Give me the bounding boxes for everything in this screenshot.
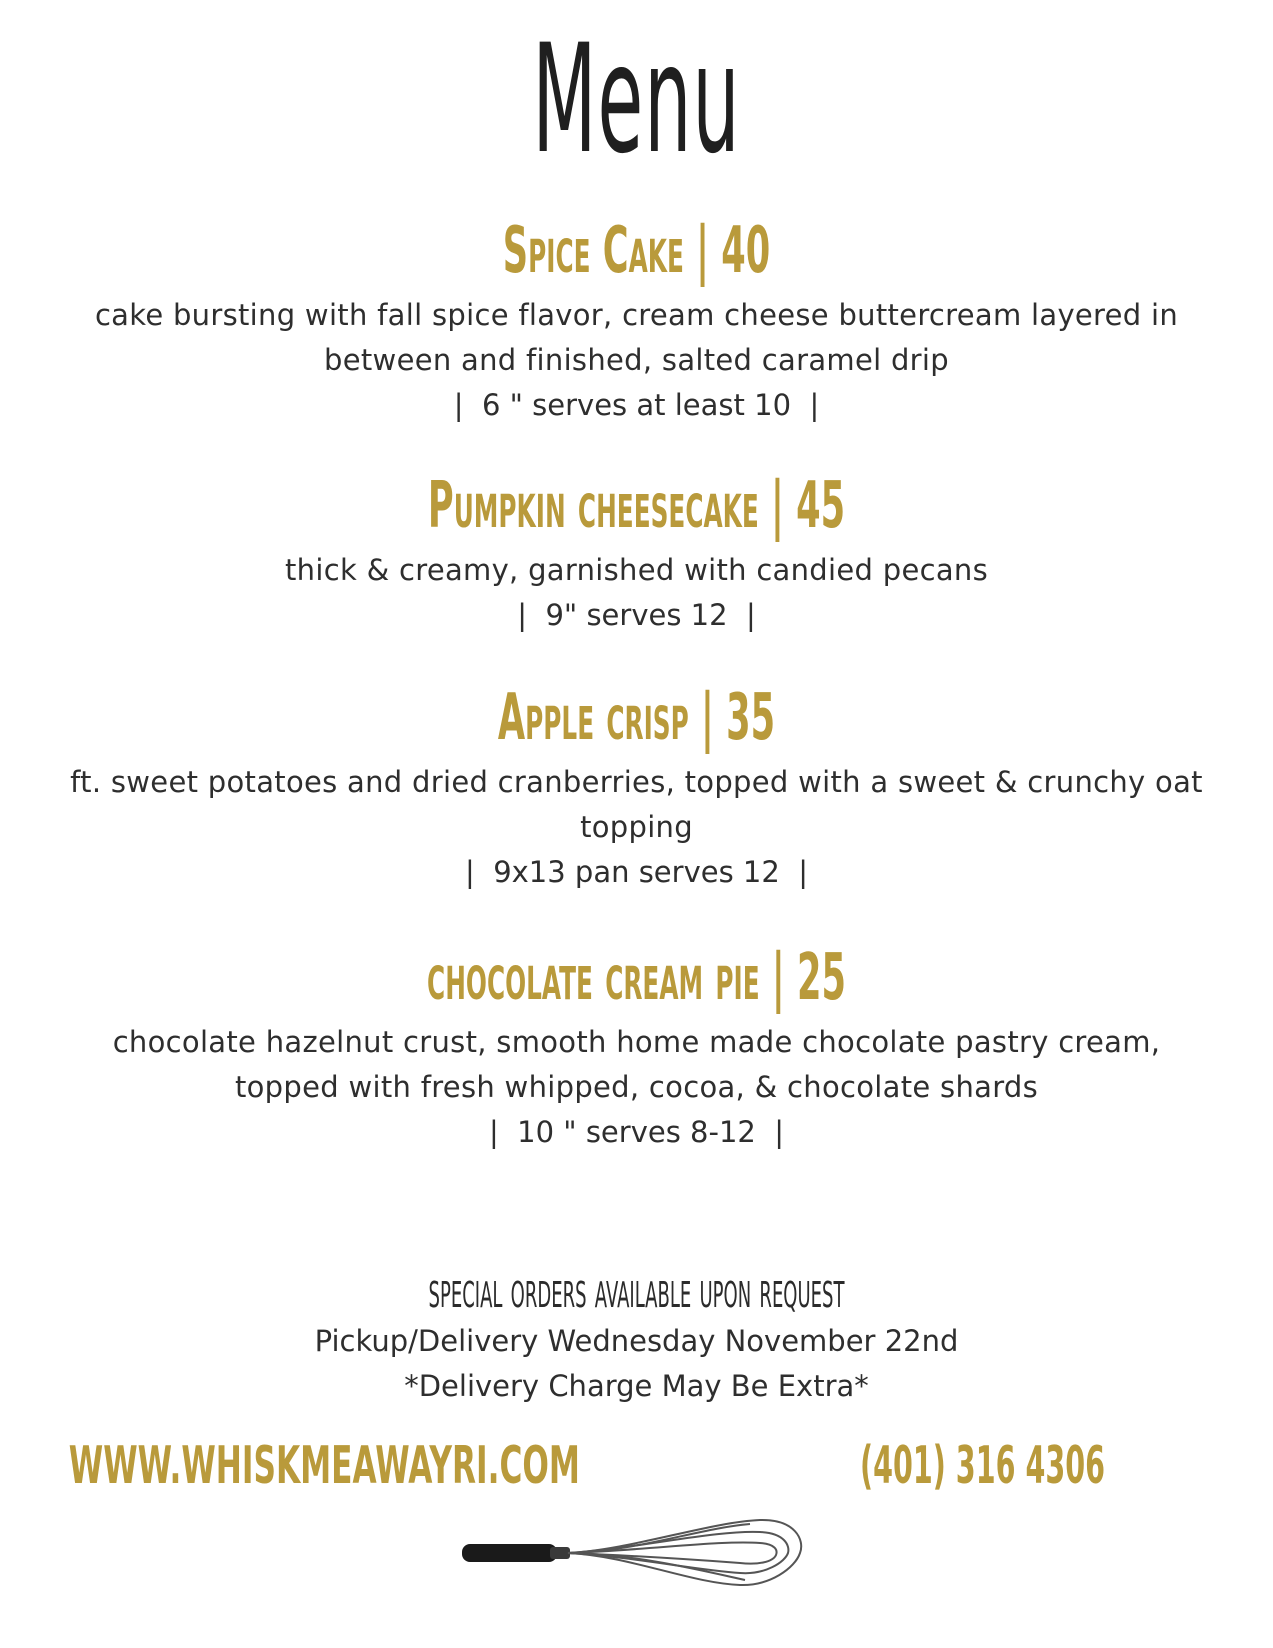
- website-link[interactable]: WWW.WHISKMEAWAYRI.COM: [68, 1436, 580, 1496]
- menu-item-pumpkin-cheesecake: [60, 470, 1213, 638]
- whisk-icon: [460, 1510, 810, 1590]
- item-name: Spice Cake | 40: [502, 214, 771, 288]
- item-description: cake bursting with fall spice flavor, cream cheese buttercream layered in between and finished, salted caramel drip: [94, 298, 1179, 377]
- item-serving: | 6 " serves at least 10 |: [453, 388, 820, 422]
- item-serving: | 10 " serves 8-12 |: [488, 1115, 785, 1149]
- menu-title: Menu: [532, 13, 741, 187]
- item-description: thick & creamy, garnished with candied pecans: [285, 553, 988, 587]
- special-orders-heading: special orders available upon request: [428, 1260, 845, 1320]
- item-name: Apple crisp | 35: [497, 681, 776, 755]
- item-serving: | 9x13 pan serves 12 |: [464, 855, 809, 889]
- delivery-charge-note: *Delivery Charge May Be Extra*: [404, 1369, 869, 1403]
- pickup-delivery-date: Pickup/Delivery Wednesday November 22nd: [314, 1324, 959, 1358]
- item-name: chocolate cream pie | 25: [427, 941, 846, 1015]
- item-serving: | 9" serves 12 |: [517, 598, 756, 632]
- phone-number: (401) 316 4306: [860, 1436, 1106, 1496]
- menu-item-spice-cake: [60, 215, 1213, 428]
- item-description: ft. sweet potatoes and dried cranberries, topped with a sweet & crunchy oat topping: [70, 765, 1203, 844]
- item-name: Pumpkin cheesecake | 45: [427, 469, 846, 543]
- menu-item-chocolate-cream-pie: [60, 942, 1213, 1155]
- menu-item-apple-crisp: [60, 682, 1213, 895]
- item-description: chocolate hazelnut crust, smooth home made chocolate pastry cream, topped with fresh whipped, cocoa, & chocolate shards: [112, 1025, 1161, 1104]
